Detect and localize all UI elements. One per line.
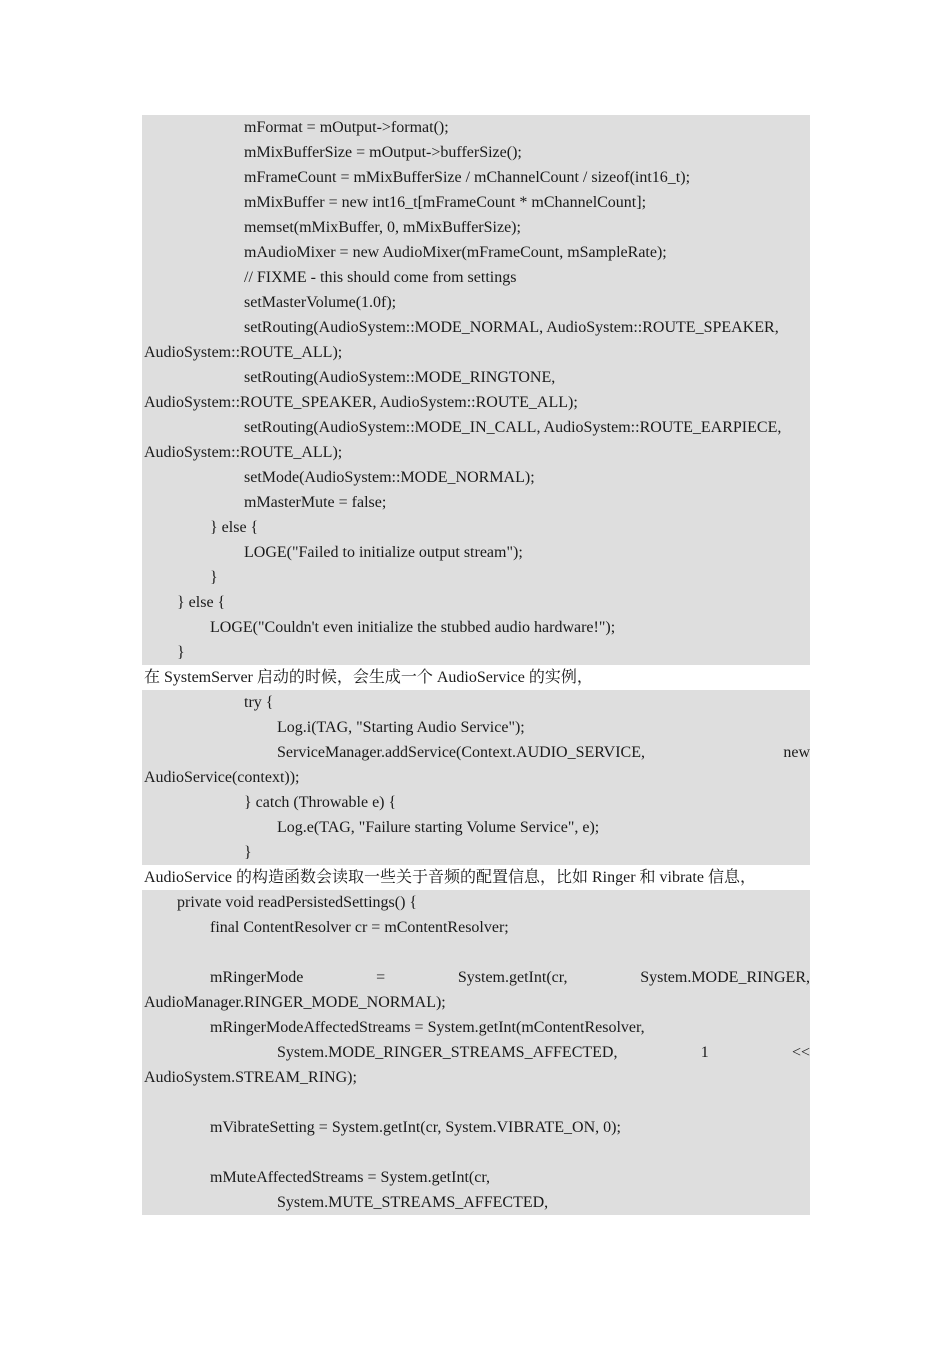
code-line: AudioService(context)); <box>144 769 300 786</box>
code-line <box>142 940 810 965</box>
code-line: setMode(AudioSystem::MODE_NORMAL); <box>244 469 535 486</box>
code-line: setRouting(AudioSystem::MODE_RINGTONE, <box>244 369 556 386</box>
code-line: setRouting(AudioSystem::MODE_IN_CALL, AudioSystem::ROUTE_EARPIECE, <box>244 419 782 436</box>
document-content <box>142 115 810 1215</box>
code-line: LOGE("Failed to initialize output stream"); <box>244 544 523 561</box>
code-line: ServiceManager.addService(Context.AUDIO_SERVICE, new <box>277 744 810 761</box>
paragraph-audioservice-constructor: AudioService 的构造函数会读取一些关于音频的配置信息，比如 Ringer 和 vibrate 信息， <box>142 865 810 890</box>
code-line: mFrameCount = mMixBufferSize / mChannelCount / sizeof(int16_t); <box>244 169 691 186</box>
code-line: } catch (Throwable e) { <box>244 794 397 811</box>
code-line: } <box>177 644 185 661</box>
code-line: mRingerMode = System.getInt(cr, System.MODE_RINGER, <box>210 969 810 986</box>
code-line: System.MODE_RINGER_STREAMS_AFFECTED, 1 << <box>277 1044 810 1061</box>
code-line: mAudioMixer = new AudioMixer(mFrameCount, mSampleRate); <box>244 244 667 261</box>
code-block-read-persisted-settings <box>142 890 810 1215</box>
code-line: mMixBufferSize = mOutput->bufferSize(); <box>244 144 522 161</box>
code-line: } else { <box>210 519 259 536</box>
code-line: LOGE("Couldn't even initialize the stubbed audio hardware!"); <box>210 619 616 636</box>
code-line: setRouting(AudioSystem::MODE_NORMAL, AudioSystem::ROUTE_SPEAKER, <box>244 319 779 336</box>
code-block-systemserver-try <box>142 690 810 865</box>
code-line: private void readPersistedSettings() { <box>177 894 418 911</box>
code-line <box>142 1090 810 1115</box>
code-line <box>142 1140 810 1165</box>
code-line: System.MUTE_STREAMS_AFFECTED, <box>277 1194 549 1211</box>
code-block-audioflinger <box>142 115 810 665</box>
code-line: AudioSystem::ROUTE_SPEAKER, AudioSystem::ROUTE_ALL); <box>144 394 578 411</box>
code-line: // FIXME - this should come from settings <box>244 269 517 286</box>
code-line: memset(mMixBuffer, 0, mMixBufferSize); <box>244 219 521 236</box>
code-line: try { <box>244 694 274 711</box>
code-line: } <box>244 844 252 861</box>
code-line: } else { <box>177 594 226 611</box>
code-line: } <box>210 569 218 586</box>
code-line: Log.i(TAG, "Starting Audio Service"); <box>277 719 525 736</box>
code-line: AudioSystem::ROUTE_ALL); <box>144 344 343 361</box>
code-line: mFormat = mOutput->format(); <box>244 119 449 136</box>
code-line: mMasterMute = false; <box>244 494 387 511</box>
code-line: final ContentResolver cr = mContentResolver; <box>210 919 509 936</box>
code-line: mRingerModeAffectedStreams = System.getInt(mContentResolver, <box>210 1019 645 1036</box>
code-line: mVibrateSetting = System.getInt(cr, System.VIBRATE_ON, 0); <box>210 1119 621 1136</box>
code-line: mMixBuffer = new int16_t[mFrameCount * mChannelCount]; <box>244 194 647 211</box>
code-line: AudioSystem.STREAM_RING); <box>144 1069 357 1086</box>
code-line: Log.e(TAG, "Failure starting Volume Service", e); <box>277 819 600 836</box>
code-line: mMuteAffectedStreams = System.getInt(cr, <box>210 1169 491 1186</box>
paragraph-systemserver: 在 SystemServer 启动的时候，会生成一个 AudioService 的实例， <box>142 665 810 690</box>
code-line: setMasterVolume(1.0f); <box>244 294 397 311</box>
code-line: AudioSystem::ROUTE_ALL); <box>144 444 343 461</box>
code-line: AudioManager.RINGER_MODE_NORMAL); <box>144 994 446 1011</box>
